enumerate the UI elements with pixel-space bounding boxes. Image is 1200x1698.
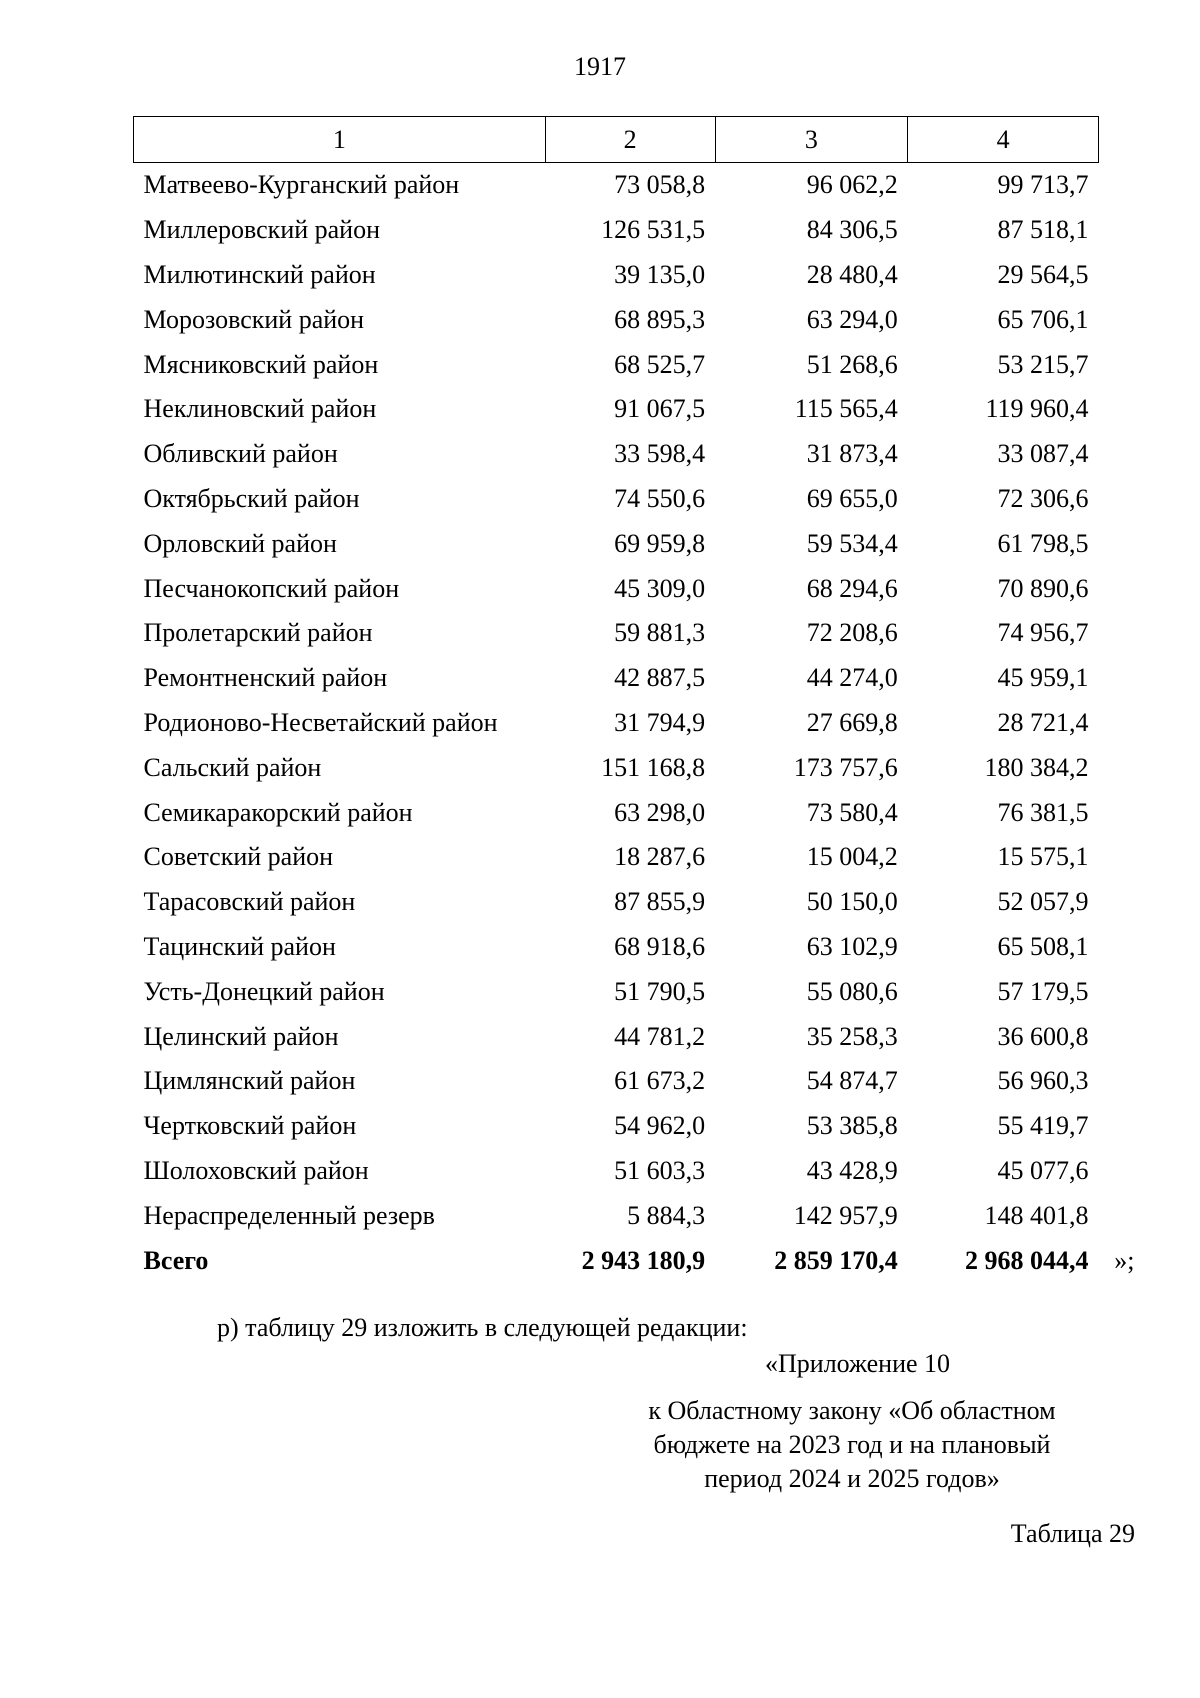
value-col-4: 99 713,7 xyxy=(997,170,1089,200)
value-col-2: 31 794,9 xyxy=(614,707,706,737)
district-name: Песчанокопский район xyxy=(143,573,400,603)
table-row xyxy=(134,1193,1099,1238)
table-row xyxy=(134,835,1099,880)
value-col-2: 74 550,6 xyxy=(614,483,706,513)
value-col-2: 59 881,3 xyxy=(614,618,706,648)
district-name: Неклиновский район xyxy=(143,394,377,424)
district-name: Тарасовский район xyxy=(143,887,356,917)
annex-title: «Приложение 10 xyxy=(765,1349,951,1378)
value-col-4: 180 384,2 xyxy=(984,752,1089,782)
value-col-2: 18 287,6 xyxy=(614,842,706,872)
district-name: Матвеево-Курганский район xyxy=(143,170,460,200)
value-col-4: 15 575,1 xyxy=(997,842,1089,872)
table-row xyxy=(134,1059,1099,1104)
table-row xyxy=(134,1149,1099,1194)
total-value-col-4: 2 968 044,4 xyxy=(965,1245,1089,1275)
total-value-col-4-cell xyxy=(908,1238,1135,1283)
district-name: Октябрьский район xyxy=(143,483,360,513)
value-col-2: 44 781,2 xyxy=(614,1021,706,1051)
value-col-3: 63 102,9 xyxy=(806,931,898,961)
value-col-3: 31 873,4 xyxy=(806,439,898,469)
district-name: Ремонтненский район xyxy=(143,663,388,693)
district-name: Советский район xyxy=(143,842,334,872)
value-col-3: 54 874,7 xyxy=(806,1066,898,1096)
table-footer xyxy=(134,1238,1135,1283)
value-col-3: 115 565,4 xyxy=(794,394,898,424)
value-col-4: 55 419,7 xyxy=(997,1111,1089,1141)
district-name: Шолоховский район xyxy=(143,1155,369,1185)
value-col-3: 27 669,8 xyxy=(806,707,898,737)
district-name: Нераспределенный резерв xyxy=(143,1200,435,1230)
value-col-4: 53 215,7 xyxy=(997,349,1089,379)
district-name: Милютинский район xyxy=(143,259,376,289)
table-row xyxy=(134,208,1099,253)
annex-reference xyxy=(612,1394,1092,1496)
value-col-3: 69 655,0 xyxy=(806,483,898,513)
value-col-3: 51 268,6 xyxy=(806,349,898,379)
value-col-4: 74 956,7 xyxy=(997,618,1089,648)
value-col-4: 76 381,5 xyxy=(997,797,1089,827)
district-name: Цимлянский район xyxy=(143,1066,356,1096)
value-col-2: 5 884,3 xyxy=(627,1200,706,1230)
value-col-2: 45 309,0 xyxy=(614,573,706,603)
district-name: Тацинский район xyxy=(143,931,336,961)
table-row xyxy=(134,656,1099,701)
value-col-4: 65 706,1 xyxy=(997,304,1089,334)
value-col-2: 51 603,3 xyxy=(614,1155,706,1185)
table-label: Таблица 29 xyxy=(1010,1519,1135,1548)
value-col-2: 39 135,0 xyxy=(614,259,706,289)
value-col-4: 57 179,5 xyxy=(997,976,1089,1006)
value-col-3: 68 294,6 xyxy=(806,573,898,603)
value-col-3: 63 294,0 xyxy=(806,304,898,334)
district-name: Целинский район xyxy=(143,1021,339,1051)
district-name: Мясниковский район xyxy=(143,349,379,379)
table-row xyxy=(134,253,1099,298)
value-col-3: 50 150,0 xyxy=(806,887,898,917)
header-col-4: 4 xyxy=(908,117,1099,163)
table-row xyxy=(134,387,1099,432)
table-row xyxy=(134,477,1099,522)
total-value-col-3: 2 859 170,4 xyxy=(774,1245,898,1275)
table-row xyxy=(134,566,1099,611)
value-col-2: 73 058,8 xyxy=(614,170,706,200)
district-name: Обливский район xyxy=(143,439,338,469)
table-row xyxy=(134,1014,1099,1059)
value-col-3: 43 428,9 xyxy=(806,1155,898,1185)
value-col-2: 87 855,9 xyxy=(614,887,706,917)
table-row xyxy=(134,432,1099,477)
value-col-4: 87 518,1 xyxy=(997,215,1089,245)
value-col-2: 63 298,0 xyxy=(614,797,706,827)
value-col-4: 65 508,1 xyxy=(997,931,1089,961)
table-row xyxy=(134,611,1099,656)
table-row xyxy=(134,1104,1099,1149)
value-col-2: 69 959,8 xyxy=(614,528,706,558)
table-row xyxy=(134,925,1099,970)
value-col-3: 142 957,9 xyxy=(793,1200,898,1230)
value-col-3: 72 208,6 xyxy=(806,618,898,648)
value-col-3: 59 534,4 xyxy=(806,528,898,558)
value-col-3: 73 580,4 xyxy=(806,797,898,827)
district-name: Орловский район xyxy=(143,528,337,558)
value-col-3: 15 004,2 xyxy=(806,842,898,872)
district-name: Семикаракорский район xyxy=(143,797,413,827)
value-col-2: 42 887,5 xyxy=(614,663,706,693)
annex-line: к Областному закону «Об областном xyxy=(648,1396,1056,1425)
district-name: Сальский район xyxy=(143,752,322,782)
annex-line: период 2024 и 2025 годов» xyxy=(704,1464,1000,1493)
value-col-2: 91 067,5 xyxy=(614,394,706,424)
table-row xyxy=(134,969,1099,1014)
value-col-4: 45 077,6 xyxy=(997,1155,1089,1185)
table-row xyxy=(134,745,1099,790)
table-header xyxy=(134,117,1099,163)
value-col-2: 61 673,2 xyxy=(614,1066,706,1096)
closing-quote: »; xyxy=(1114,1245,1135,1275)
value-col-4: 45 959,1 xyxy=(997,663,1089,693)
value-col-3: 55 080,6 xyxy=(806,976,898,1006)
district-name: Усть-Донецкий район xyxy=(143,976,385,1006)
annex-line: бюджете на 2023 год и на плановый xyxy=(653,1430,1051,1459)
budget-table xyxy=(133,116,1135,1283)
value-col-2: 68 918,6 xyxy=(614,931,706,961)
header-col-1: 1 xyxy=(134,117,546,163)
district-name: Морозовский район xyxy=(143,304,365,334)
value-col-3: 35 258,3 xyxy=(806,1021,898,1051)
value-col-3: 53 385,8 xyxy=(806,1111,898,1141)
total-value-col-2: 2 943 180,9 xyxy=(581,1245,706,1275)
table-row xyxy=(134,880,1099,925)
header-col-3: 3 xyxy=(715,117,908,163)
district-name: Родионово-Несветайский район xyxy=(143,707,498,737)
district-name: Чертковский район xyxy=(143,1111,357,1141)
value-col-2: 68 525,7 xyxy=(614,349,706,379)
table-row xyxy=(134,790,1099,835)
value-col-4: 56 960,3 xyxy=(997,1066,1089,1096)
district-name: Пролетарский район xyxy=(143,618,373,648)
value-col-4: 72 306,6 xyxy=(997,483,1089,513)
total-label: Всего xyxy=(143,1245,209,1275)
header-col-2: 2 xyxy=(545,117,715,163)
value-col-4: 119 960,4 xyxy=(985,394,1089,424)
page-number: 1917 xyxy=(574,52,626,81)
value-col-3: 44 274,0 xyxy=(806,663,898,693)
table-row xyxy=(134,342,1099,387)
value-col-3: 28 480,4 xyxy=(806,259,898,289)
value-col-2: 51 790,5 xyxy=(614,976,706,1006)
value-col-2: 68 895,3 xyxy=(614,304,706,334)
district-name: Миллеровский район xyxy=(143,215,381,245)
header-row xyxy=(134,117,1099,163)
value-col-2: 33 598,4 xyxy=(614,439,706,469)
value-col-4: 33 087,4 xyxy=(997,439,1089,469)
value-col-4: 36 600,8 xyxy=(997,1021,1089,1051)
value-col-3: 173 757,6 xyxy=(793,752,898,782)
amendment-instruction: р) таблицу 29 изложить в следующей редакции: xyxy=(217,1313,748,1342)
value-col-4: 61 798,5 xyxy=(997,528,1089,558)
table-row xyxy=(134,163,1099,208)
value-col-4: 70 890,6 xyxy=(997,573,1089,603)
value-col-2: 151 168,8 xyxy=(601,752,706,782)
value-col-2: 126 531,5 xyxy=(601,215,706,245)
value-col-4: 28 721,4 xyxy=(997,707,1089,737)
value-col-4: 148 401,8 xyxy=(984,1200,1089,1230)
value-col-4: 29 564,5 xyxy=(997,259,1089,289)
value-col-4: 52 057,9 xyxy=(997,887,1089,917)
table-body xyxy=(134,163,1099,1239)
total-row xyxy=(134,1238,1099,1283)
table-row xyxy=(134,701,1099,746)
value-col-3: 84 306,5 xyxy=(806,215,898,245)
value-col-3: 96 062,2 xyxy=(806,170,898,200)
table-row xyxy=(134,521,1099,566)
value-col-2: 54 962,0 xyxy=(614,1111,706,1141)
table-row xyxy=(134,297,1099,342)
